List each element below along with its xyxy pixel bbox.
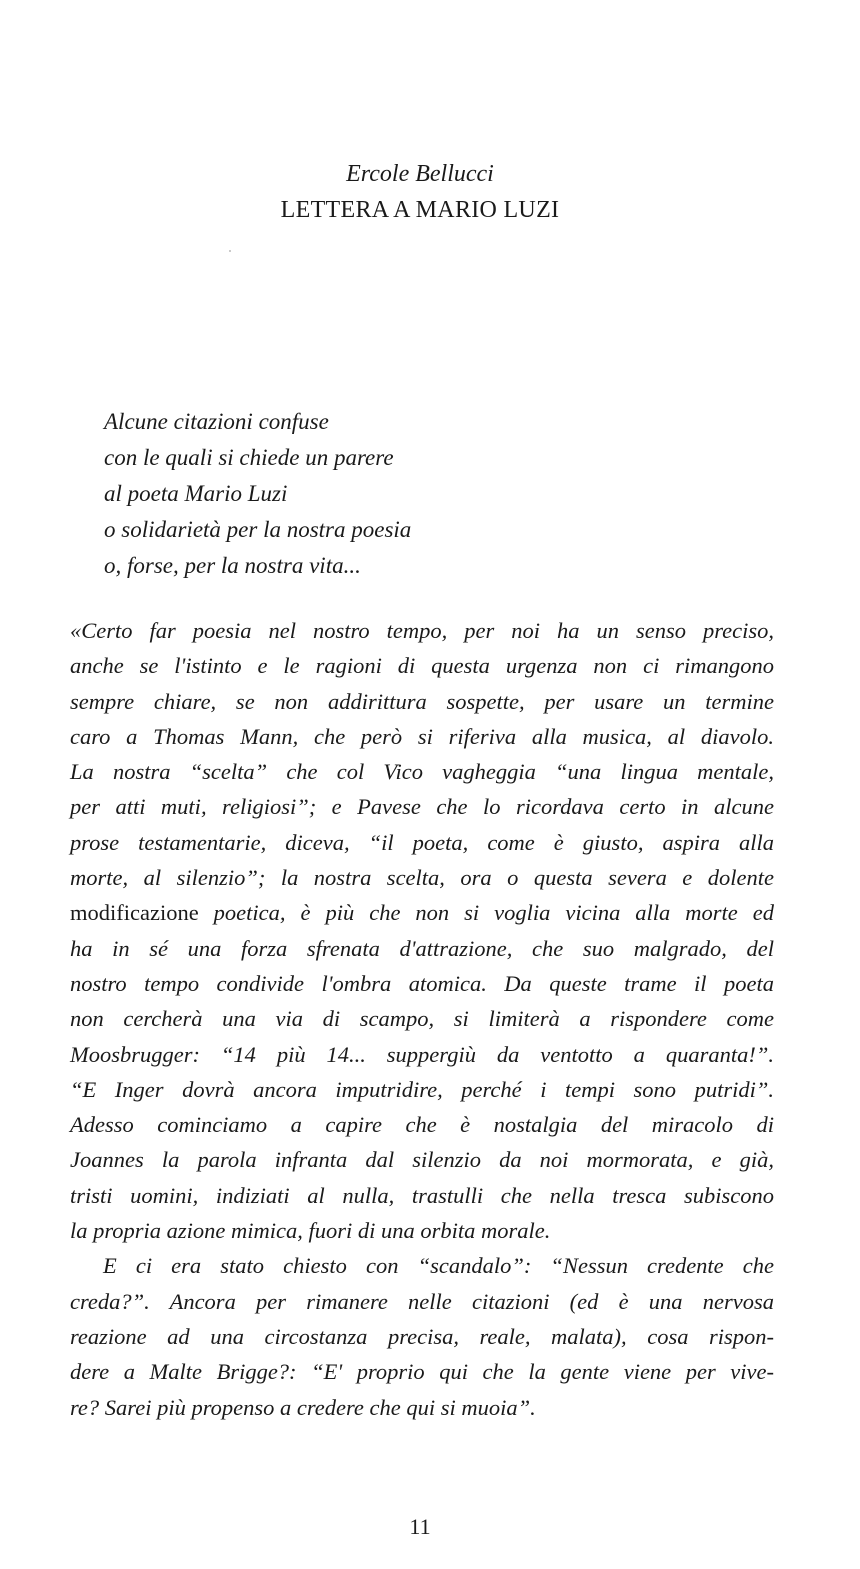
epigraph-line: al poeta Mario Luzi	[104, 481, 288, 506]
page-number: 11	[409, 1514, 431, 1539]
epigraph-line: Alcune citazioni confuse	[104, 409, 329, 434]
body-line: anche se l'istinto e le ragioni di questa urgenza non ci rimangono	[70, 653, 774, 679]
body-line: E ci era stato chiesto con “scandalo”: “Nessun credente che	[103, 1253, 774, 1279]
letter-body	[70, 613, 774, 1425]
body-line: prose testamentarie, diceva, “il poeta, come è giusto, aspira alla	[70, 829, 774, 855]
body-line: creda?”. Ancora per rimanere nelle citazioni (ed è una nervosa	[70, 1288, 774, 1314]
body-line	[70, 895, 774, 930]
body-line: La nostra “scelta” che col Vico vagheggia “una lingua mentale,	[70, 759, 774, 785]
body-line-rest: poetica, è più che non si voglia vicina alla morte ed	[198, 900, 774, 926]
body-line: caro a Thomas Mann, che però si riferiva alla musica, al diavolo.	[70, 723, 774, 749]
body-line: «Certo far poesia nel nostro tempo, per noi ha un senso preciso,	[70, 618, 774, 643]
body-line: re? Sarei più propenso a credere che qui si muoia”.	[70, 1394, 536, 1420]
body-line: per atti muti, religiosi”; e Pavese che lo ricordava certo in alcune	[70, 794, 774, 820]
body-line: morte, al silenzio”; la nostra scelta, ora o questa severa e dolente	[70, 865, 774, 891]
body-line: sempre chiare, se non addirittura sospette, per usare un termine	[70, 688, 774, 714]
body-line: Joannes la parola infranta dal silenzio da noi mormorata, e già,	[70, 1147, 774, 1173]
article-title: LETTERA A MARIO LUZI	[280, 197, 560, 223]
epigraph-line: o solidarietà per la nostra poesia	[104, 517, 412, 542]
upright-word: modificazione	[70, 900, 199, 926]
epigraph-line: con le quali si chiede un parere	[104, 445, 394, 470]
epigraph	[104, 404, 704, 584]
body-line: reazione ad una circostanza precisa, reale, malata), cosa rispon-	[70, 1323, 774, 1349]
body-line: Moosbrugger: “14 più 14... suppergiù da ventotto a quaranta!”.	[70, 1041, 774, 1067]
body-line: “E Inger dovrà ancora imputridire, perché i tempi sono putridi”.	[70, 1076, 774, 1102]
body-line: dere a Malte Brigge?: “E' proprio qui che la gente viene per vive-	[70, 1359, 774, 1385]
body-line: tristi uomini, indiziati al nulla, trastulli che nella tresca subiscono	[70, 1182, 774, 1208]
body-line: nostro tempo condivide l'ombra atomica. Da queste trame il poeta	[70, 970, 774, 996]
paper-speck	[229, 250, 231, 252]
body-line: ha in sé una forza sfrenata d'attrazione, che suo malgrado, del	[70, 935, 774, 961]
body-line: Adesso cominciamo a capire che è nostalgia del miracolo di	[70, 1112, 774, 1138]
body-line: non cercherà una via di scampo, si limiterà a rispondere come	[70, 1006, 774, 1032]
body-line: la propria azione mimica, fuori di una orbita morale.	[70, 1218, 551, 1244]
epigraph-line: o, forse, per la nostra vita...	[104, 553, 361, 578]
author-name: Ercole Bellucci	[346, 161, 494, 187]
